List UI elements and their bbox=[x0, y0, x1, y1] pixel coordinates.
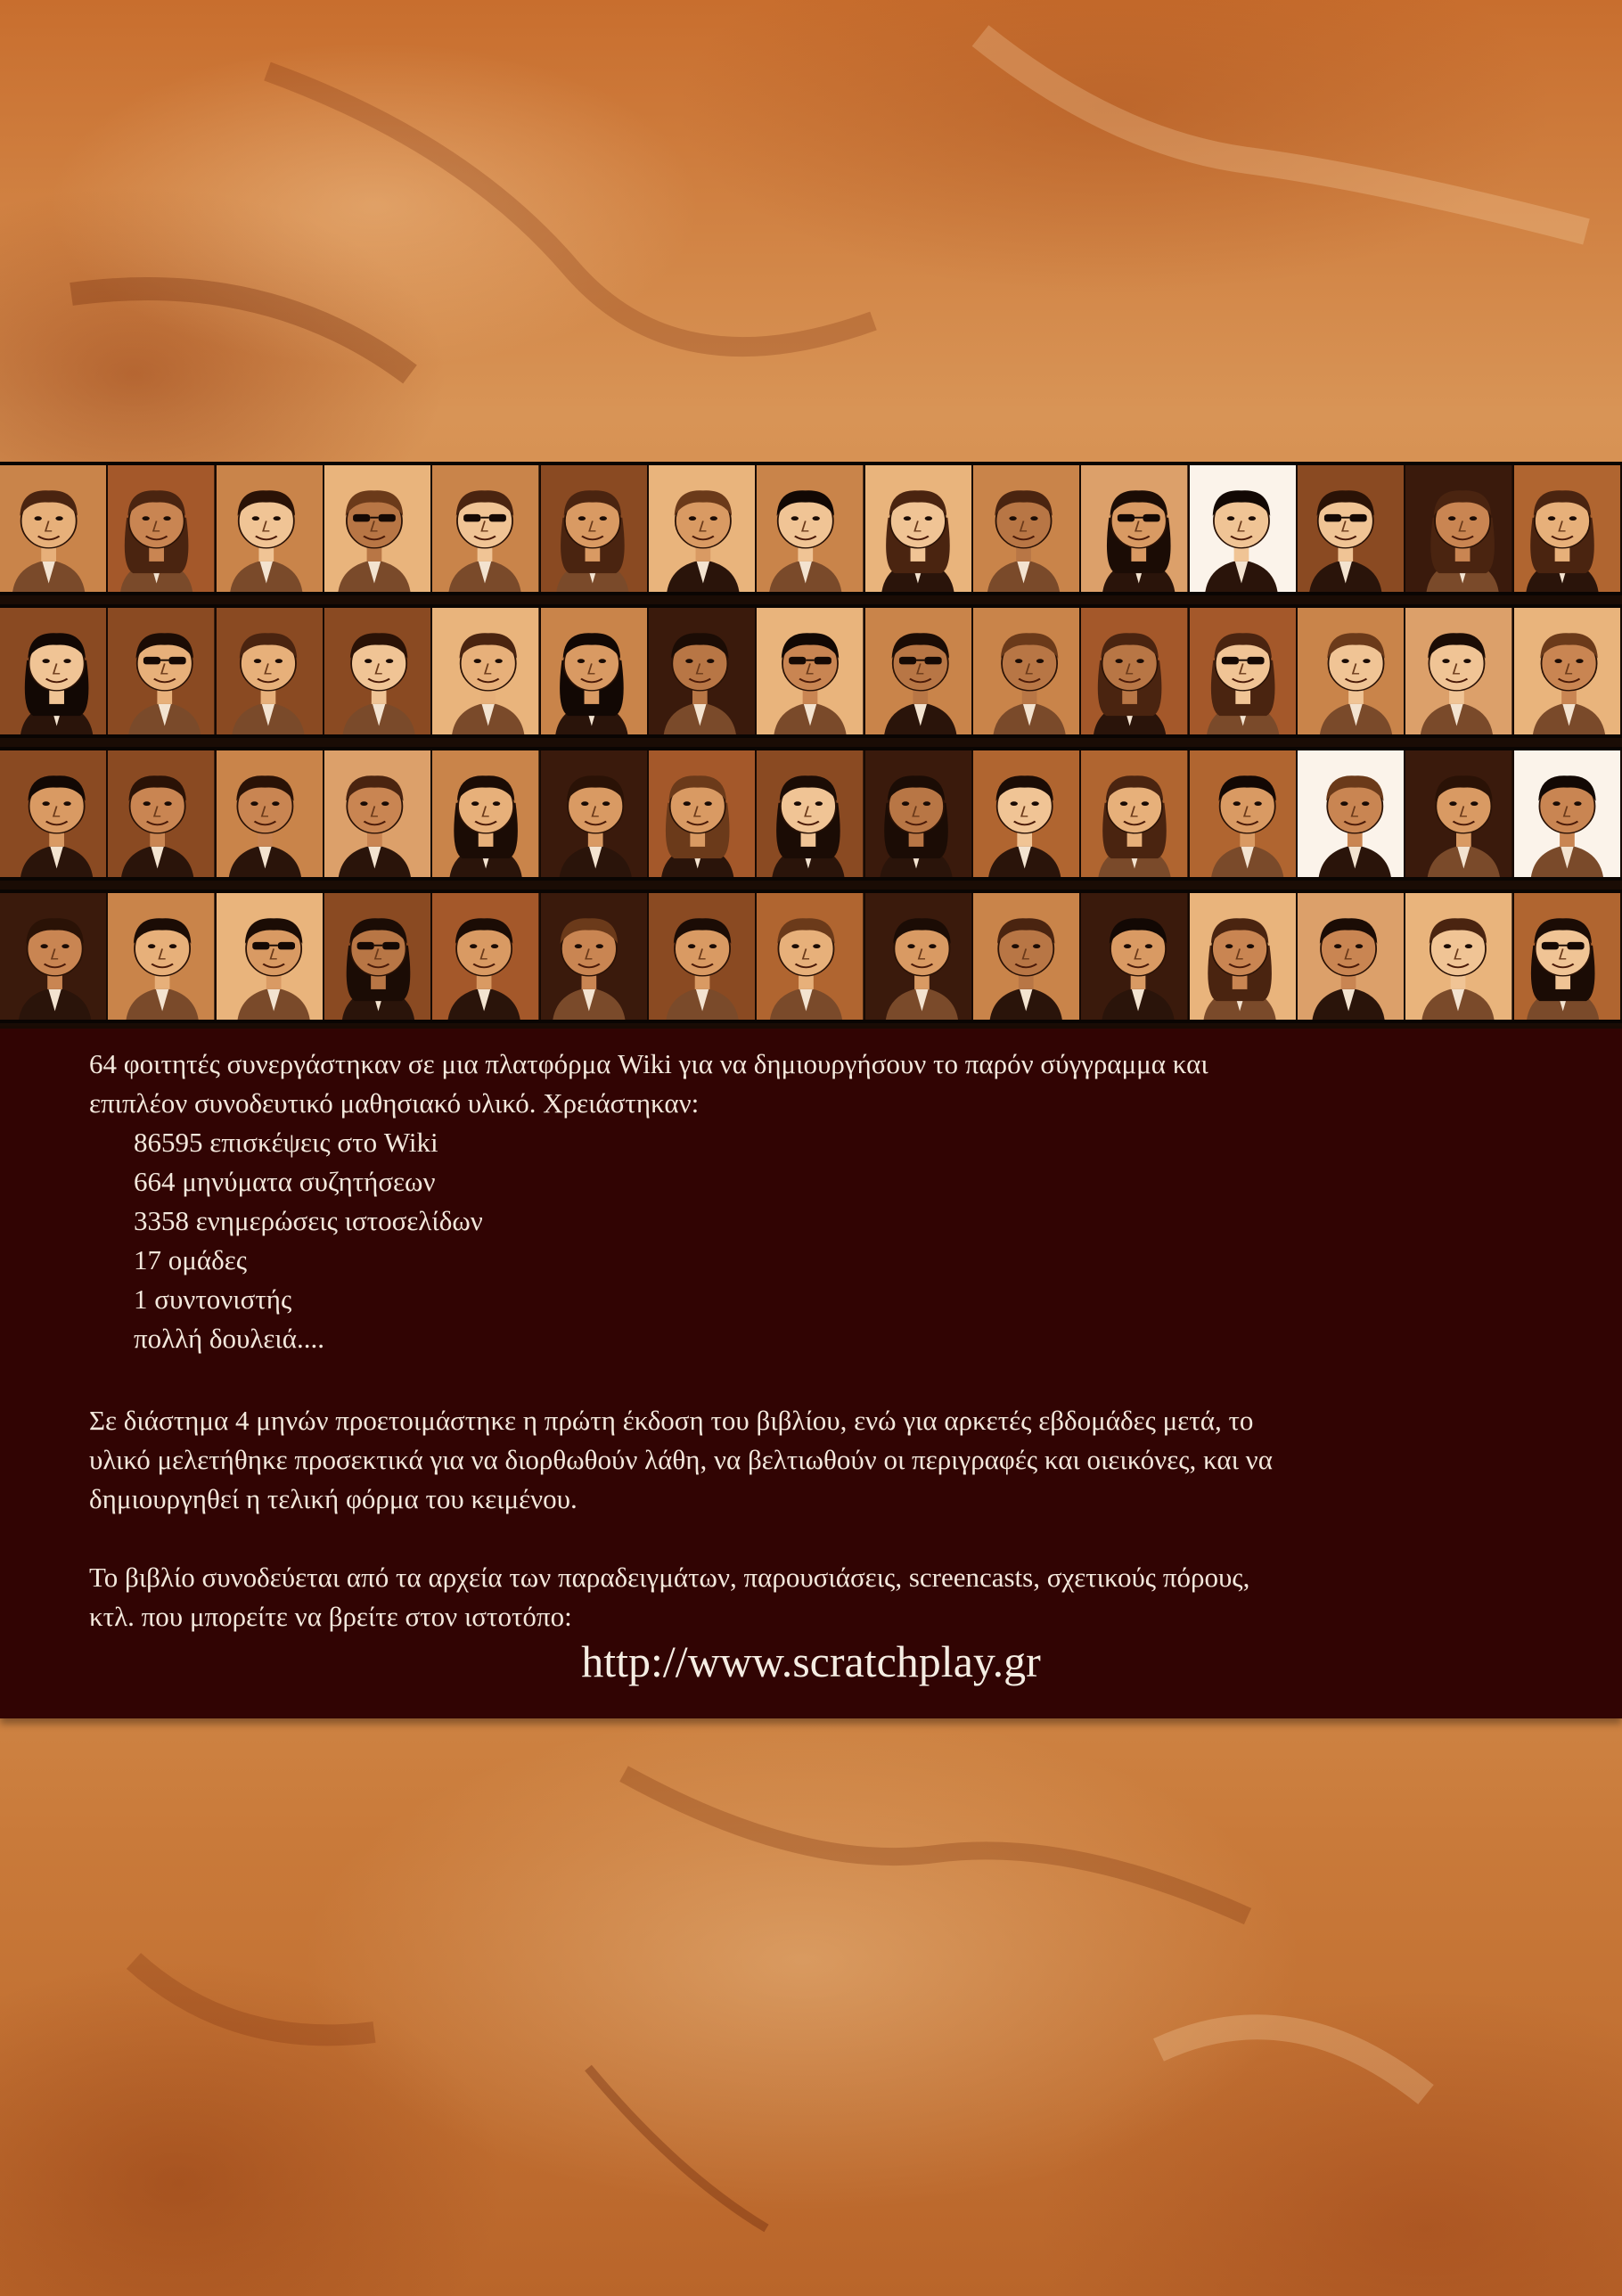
contributor-portrait bbox=[1190, 750, 1298, 877]
contributor-portrait bbox=[1081, 465, 1189, 592]
contributor-portrait bbox=[324, 608, 432, 734]
contributor-portrait bbox=[217, 750, 324, 877]
contributor-portrait bbox=[865, 465, 973, 592]
stat-groups: 17 ομάδες bbox=[134, 1244, 248, 1275]
contributor-portrait bbox=[541, 608, 649, 734]
photo-row-4 bbox=[0, 890, 1622, 1023]
contributor-portrait bbox=[973, 750, 1081, 877]
resources-line: Το βιβλίο συνοδεύεται από τα αρχεία των παραδειγμάτων, παρουσιάσεις, screencasts, σχετικούς πόρους, bbox=[89, 1562, 1250, 1593]
contributor-portrait bbox=[1190, 465, 1298, 592]
contributor-portrait bbox=[108, 893, 216, 1020]
contributor-portrait bbox=[865, 608, 973, 734]
contributor-portrait bbox=[1514, 893, 1622, 1020]
contributor-portrait bbox=[1298, 893, 1405, 1020]
info-panel bbox=[0, 1029, 1622, 1718]
preparation-line: Σε διάστημα 4 μηνών προετοιμάστηκε η πρώτη έκδοση του βιβλίου, ενώ για αρκετές εβδομάδες μετά, το bbox=[89, 1405, 1254, 1436]
contributor-portrait bbox=[865, 750, 973, 877]
contributors-photo-strip bbox=[0, 462, 1622, 1029]
photo-row-2 bbox=[0, 604, 1622, 738]
contributor-portrait bbox=[1514, 608, 1622, 734]
contributor-portrait bbox=[108, 750, 216, 877]
contributor-portrait bbox=[1514, 465, 1622, 592]
contributor-portrait bbox=[973, 465, 1081, 592]
contributor-portrait bbox=[757, 893, 864, 1020]
contributor-portrait bbox=[649, 465, 757, 592]
website-link[interactable]: http://www.scratchplay.gr bbox=[581, 1636, 1041, 1686]
contributor-portrait bbox=[973, 608, 1081, 734]
contributor-portrait bbox=[432, 750, 540, 877]
contributor-portrait bbox=[0, 893, 108, 1020]
intro-paragraph bbox=[89, 1045, 1551, 1123]
contributor-portrait bbox=[324, 893, 432, 1020]
preparation-line: δημιουργηθεί η τελική φόρμα του κειμένου. bbox=[89, 1483, 578, 1514]
stat-wiki-visits: 86595 επισκέψεις στο Wiki bbox=[134, 1127, 438, 1158]
contributor-portrait bbox=[649, 750, 757, 877]
contributor-portrait bbox=[1298, 608, 1405, 734]
contributor-portrait bbox=[324, 465, 432, 592]
contributor-portrait bbox=[324, 750, 432, 877]
contributor-portrait bbox=[217, 608, 324, 734]
stat-discussion-messages: 664 μηνύματα συζητήσεων bbox=[134, 1166, 436, 1197]
contributor-portrait bbox=[865, 893, 973, 1020]
contributor-portrait bbox=[217, 893, 324, 1020]
contributor-portrait bbox=[541, 893, 649, 1020]
contributor-portrait bbox=[1081, 608, 1189, 734]
contributor-portrait bbox=[1405, 465, 1513, 592]
contributor-portrait bbox=[757, 465, 864, 592]
stats-list bbox=[134, 1123, 483, 1358]
stat-work: πολλή δουλειά.... bbox=[134, 1323, 324, 1354]
photo-row-1 bbox=[0, 462, 1622, 595]
contributor-portrait bbox=[1081, 893, 1189, 1020]
contributor-portrait bbox=[757, 608, 864, 734]
contributor-portrait bbox=[1405, 750, 1513, 877]
contributor-portrait bbox=[0, 750, 108, 877]
photo-row-3 bbox=[0, 747, 1622, 881]
resources-line: κτλ. που μπορείτε να βρείτε στον ιστοτόπο: bbox=[89, 1601, 572, 1632]
contributor-portrait bbox=[1298, 465, 1405, 592]
contributor-portrait bbox=[1405, 608, 1513, 734]
stat-coordinators: 1 συντονιστής bbox=[134, 1283, 292, 1315]
contributor-portrait bbox=[649, 893, 757, 1020]
contributor-portrait bbox=[108, 608, 216, 734]
contributor-portrait bbox=[432, 608, 540, 734]
contributor-portrait bbox=[432, 893, 540, 1020]
intro-line: 64 φοιτητές συνεργάστηκαν σε μια πλατφόρμα Wiki για να δημιουργήσουν το παρόν σύγγραμμα και bbox=[89, 1048, 1208, 1079]
contributor-portrait bbox=[649, 608, 757, 734]
stat-page-updates: 3358 ενημερώσεις ιστοσελίδων bbox=[134, 1205, 483, 1236]
contributor-portrait bbox=[217, 465, 324, 592]
contributor-portrait bbox=[541, 750, 649, 877]
preparation-paragraph bbox=[89, 1401, 1551, 1519]
contributor-portrait bbox=[757, 750, 864, 877]
contributor-portrait bbox=[1514, 750, 1622, 877]
contributor-portrait bbox=[1081, 750, 1189, 877]
preparation-line: υλικό μελετήθηκε προσεκτικά για να διορθωθούν λάθη, να βελτιωθούν οι περιγραφές και οιεικόνες, και να bbox=[89, 1444, 1273, 1475]
contributor-portrait bbox=[0, 465, 108, 592]
contributor-portrait bbox=[541, 465, 649, 592]
contributor-portrait bbox=[432, 465, 540, 592]
contributor-portrait bbox=[1405, 893, 1513, 1020]
contributor-portrait bbox=[1190, 893, 1298, 1020]
resources-paragraph bbox=[89, 1558, 1551, 1636]
contributor-portrait bbox=[1190, 608, 1298, 734]
contributor-portrait bbox=[973, 893, 1081, 1020]
intro-line: επιπλέον συνοδευτικό μαθησιακό υλικό. Χρειάστηκαν: bbox=[89, 1087, 700, 1119]
contributor-portrait bbox=[0, 608, 108, 734]
contributor-portrait bbox=[1298, 750, 1405, 877]
contributor-portrait bbox=[108, 465, 216, 592]
